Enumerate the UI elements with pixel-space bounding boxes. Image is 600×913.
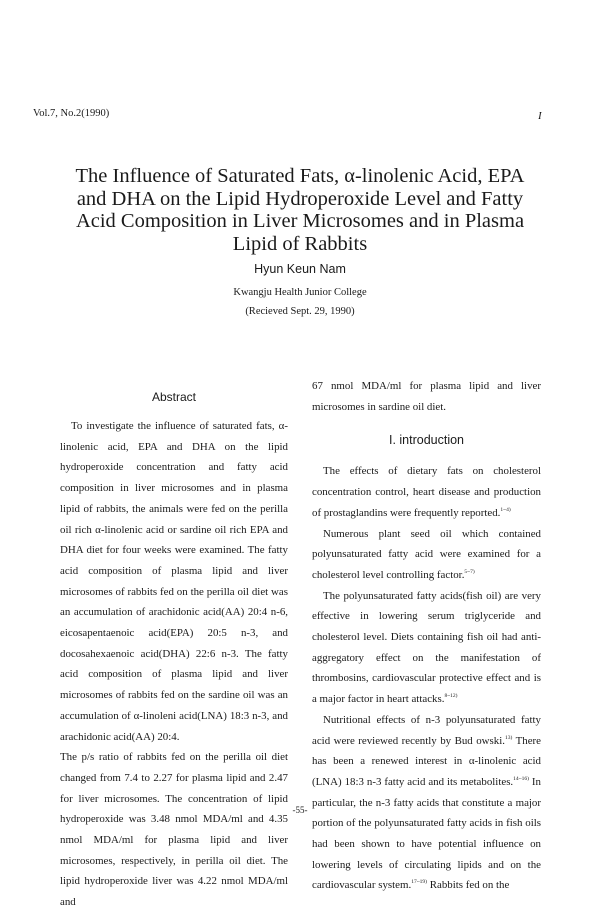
- affiliation: Kwangju Health Junior College: [233, 287, 367, 298]
- journal-volume: Vol.7, No.2(1990): [33, 108, 110, 119]
- intro-paragraph-3: The polyunsaturated fatty acids(fish oil) are very effective in lowering serum triglyceride and cholesterol level. Diets containing fish oil had anti-aggregatory effect on the manifestation of thrombosins, cardiovascular protective effect and is a major factor in heart attacks.$^{8\sim 12)}$: [312, 589, 541, 706]
- abstract-paragraph-1: To investigate the influence of saturated fats, α-linolenic acid, EPA and DHA on the lipid hydroperoxide concentration and fatty acid composition in liver microsomes and in plasma lipid of rabbits, the animals were fed on the perilla oil rich α-linolenic acid or sardine oil rich EPA and DHA diet for four weeks were examined. The fatty acid composition of plasma lipid and liver microsomes of rabbits fed on the perilla oil diet was an accumulation of arachidonic acid(AA) 20:4 n-6, eicosapentaenoic acid(EPA) 20:5 n-3, and docosahexaenoic acid(DHA) 22:6 n-3. The fatty acid composition of plasma lipid and liver microsomes of rabbits fed on the sardine oil was an accumulation of α-linoleni acid(LNA) 18:3 n-3, and arachidonic acid(AA) 20:4.: [60, 420, 288, 743]
- citation: 8~12): [444, 693, 458, 700]
- introduction-heading: I. introduction: [388, 433, 465, 448]
- citation: 5~7): [464, 568, 475, 575]
- paper-title: The Influence of Saturated Fats, α-linolenic Acid, EPA and DHA on the Lipid Hydroperoxide Level and Fatty Acid Composition in Liver Microsomes and in Plasma Lipid of Rabbits: [75, 165, 525, 255]
- right-column: [312, 376, 541, 896]
- intro-paragraph-4: Nutritional effects of n-3 polyunsaturated fatty acid were reviewed recently by Bud owski.$^{13)}$ There has been a renewed interest in α-linolenic acid (LNA) 18:3 n-3 fatty acid and its metabolites.$^{14\sim 16)}$ In particular, the n-3 fatty acids that constitute a major portion of the polyunsaturated fatty acids in fish oils had been shown to have potential influence on lowering levels of circulating lipids and on the cardiovascular system.$^{17\sim 19)}$ Rabbits fed on the: [312, 713, 541, 892]
- intro-paragraph-2: Numerous plant seed oil which contained polyunsaturated fatty acid were examined for a cholesterol level controlling factor.$^{5\sim 7)}$: [312, 527, 541, 581]
- received-date: (Recieved Sept. 29, 1990): [245, 306, 355, 317]
- issue-mark: I: [538, 110, 542, 122]
- left-column: [60, 416, 288, 913]
- abstract-paragraph-2: The p/s ratio of rabbits fed on the perilla oil diet changed from 7.4 to 2.27 for plasma lipid and 2.47 for liver microsomes. The concentration of lipid hydroperoxide was 3.48 nmol MDA/ml and 4.35 nmol MDA/ml for plasma lipid and liver microsomes, respectively, in perilla oil diet. The lipid hydroperoxide liver was 4.22 nmol MDA/ml and: [60, 751, 288, 909]
- citation: 1~4): [500, 506, 511, 513]
- intro-paragraph-1: The effects of dietary fats on cholesterol concentration control, heart disease and production of prostaglandins were frequently reported.$^{1\sim 4)}$: [312, 465, 541, 519]
- abstract-heading: Abstract: [151, 390, 196, 404]
- abstract-paragraph-2-continued: 67 nmol MDA/ml for plasma lipid and liver microsomes in sardine oil diet.: [312, 380, 541, 413]
- page-number: -55-: [292, 805, 308, 815]
- citation: 14~16): [513, 775, 529, 782]
- citation: 17~19): [411, 879, 428, 886]
- author-name: Hyun Keun Nam: [254, 262, 346, 276]
- citation: 13): [504, 734, 513, 741]
